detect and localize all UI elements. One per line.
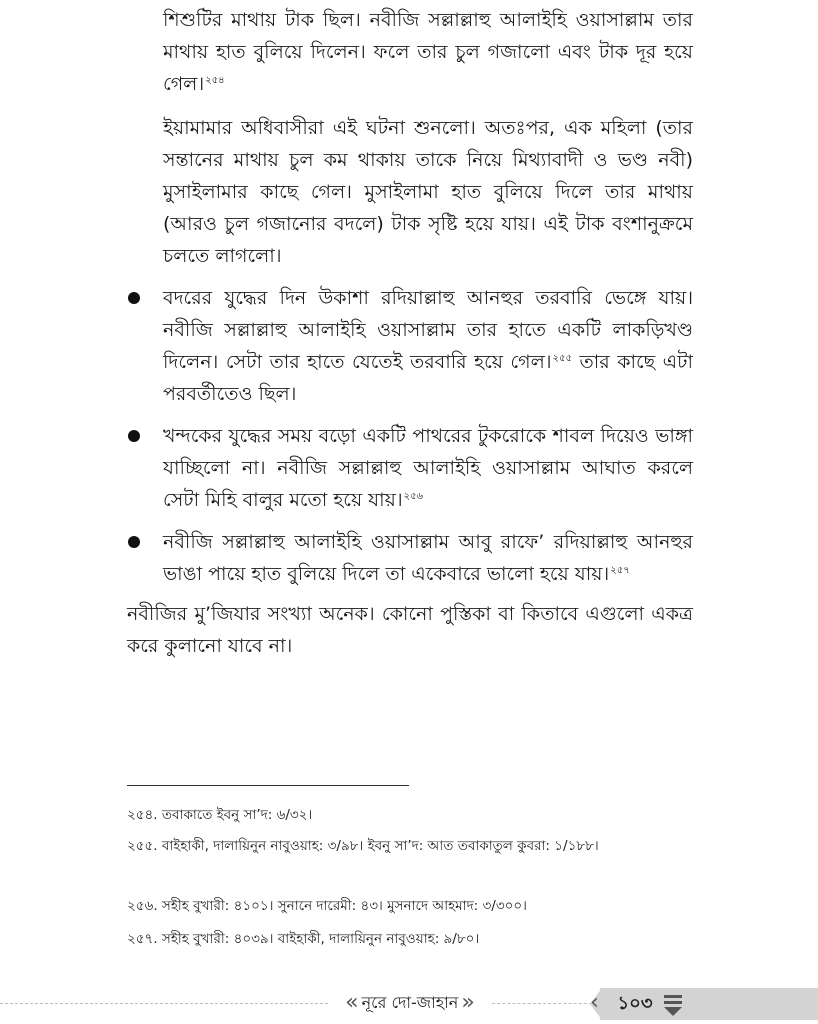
- paragraph-yamamah: [163, 112, 693, 272]
- book-title: নূরে দো-জাহান: [361, 992, 459, 1012]
- page-number: ১০৩: [617, 993, 653, 1014]
- footnote-divider: [127, 785, 409, 786]
- closing-text: নবীজির মু’জিযার সংখ্যা অনেক। কোনো পুস্তিকা বা কিতাবে এগুলো একত্র করে কুলানো যাবে না।: [127, 603, 693, 657]
- footer-rule-right: [492, 1003, 592, 1004]
- footnote-256: ২৫৬. সহীহ বুখারী: ৪১০১। সুনানে দারেমী: ৪৩। মুসনাদে আহমাদ: ৩/৩০০।: [127, 898, 527, 914]
- footnote-254: ২৫৪. তবাকাতে ইবনু সা’দ: ৬/৩২।: [127, 807, 313, 823]
- footnote-ref[interactable]: ২৫৫: [552, 352, 573, 364]
- bullet-dot: [128, 536, 140, 548]
- double-chevron-right-icon: »: [461, 990, 475, 1015]
- footnote-ref[interactable]: ২৫৬: [403, 490, 424, 502]
- menu-arrow-icon: [662, 992, 686, 1018]
- double-chevron-left-icon: «: [345, 990, 359, 1015]
- bullet-item-abu-rafe: [163, 526, 693, 590]
- bullet-text: খন্দকের যুদ্ধের সময় বড়ো একটি পাথরের টুকরোকে শাবল দিয়েও ভাঙ্গা যাচ্ছিলো না। নবীজি সল্লাল্লাহু আলাইহি ওয়াসাল্লাম আঘাত করলে সেটা মিহি বালুর মতো হয়ে যায়।: [163, 425, 693, 511]
- footnote-ref[interactable]: ২৫৪: [205, 74, 225, 86]
- running-title: [330, 990, 490, 1016]
- footer-rule-left: [0, 1003, 328, 1004]
- bullet-text-continued: তার কাছে এটা পরবর্তীতেও ছিল।: [163, 351, 693, 405]
- footnote-257: ২৫৭. সহীহ বুখারী: ৪০৩৯। বাইহাকী, দালায়িনুন নাবুওয়াহ: ৯/৮০।: [127, 931, 480, 947]
- paragraph-text: ইয়ামামার অধিবাসীরা এই ঘটনা শুনলো। অতঃপর, এক মহিলা (তার সন্তানের মাথায় চুল কম থাকায় তাকে নিয়ে মিথ্যাবাদী ও ভণ্ড নবী) মুসাইলামার কাছে গেল। মুসাইলামা হাত বুলিয়ে দিলে তার মাথায় (আরও চুল গজানোর বদলে) টাক সৃষ্টি হয়ে যায়। এই টাক বংশানুক্রমে চলতে লাগলো।: [163, 117, 693, 267]
- bullet-text: বদরের যুদ্ধের দিন উকাশা রদিয়াল্লাহু আনহুর তরবারি ভেঙ্গে যায়। নবীজি সল্লাল্লাহু আলাইহি ওয়াসাল্লাম তার হাতে একটি লাকড়িখণ্ড দিলেন। সেটা তার হাতে যেতেই তরবারি হয়ে গেল।: [163, 287, 693, 373]
- paragraph-text: শিশুটির মাথায় টাক ছিল। নবীজি সল্লাল্লাহু আলাইহি ওয়াসাল্লাম তার মাথায় হাত বুলিয়ে দিলেন। ফলে তার চুল গজালো এবং টাক দূর হয়ে গেল।: [163, 9, 693, 95]
- bullet-item-badr: [163, 282, 693, 410]
- footnote-255: ২৫৫. বাইহাকী, দালায়িনুন নাবুওয়াহ: ৩/৯৮। ইবনু সা’দ: আত তবাকাতুল কুবরা: ১/১৮৮।: [127, 838, 599, 854]
- closing-paragraph: [127, 598, 693, 662]
- paragraph-bald-child: [163, 4, 693, 100]
- bullet-dot: [128, 292, 140, 304]
- footnote-ref[interactable]: ২৫৭: [610, 564, 630, 576]
- chevron-left-icon: ‹: [590, 990, 599, 1015]
- bullet-text: নবীজি সল্লাল্লাহু আলাইহি ওয়াসাল্লাম আবু রাফে’ রদিয়াল্লাহু আনহুর ভাঙা পায়ে হাত বুলিয়ে দিলে তা একেবারে ভালো হয়ে যায়।: [163, 531, 693, 585]
- bullet-dot: [128, 430, 140, 442]
- bullet-item-khandaq: [163, 420, 693, 516]
